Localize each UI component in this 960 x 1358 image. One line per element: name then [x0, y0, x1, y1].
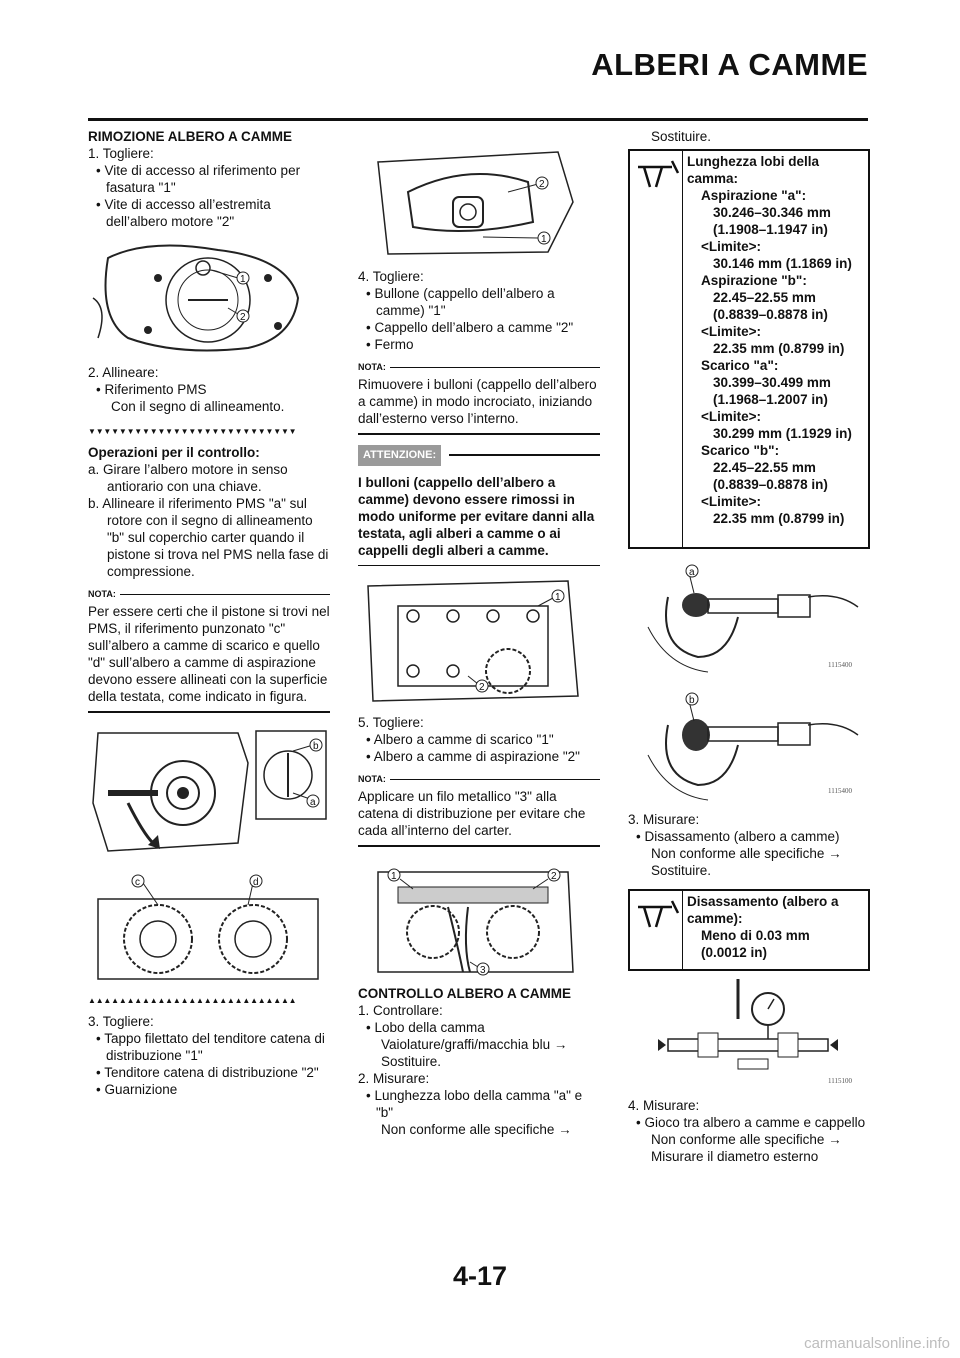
- callout-b: b: [689, 695, 695, 706]
- step-3-measure: 3. Misurare:: [628, 812, 700, 827]
- check-step-2-sub: Non conforme alle specifiche →: [381, 1121, 572, 1137]
- figure-tensioner: [358, 142, 600, 260]
- caliper-icon: [630, 151, 683, 547]
- figure-runout-gauge: [628, 979, 870, 1089]
- spec-line: <Limite>:: [701, 494, 762, 509]
- step-2-sub: Con il segno di allineamento.: [111, 399, 285, 414]
- nota-label: NOTA:: [88, 589, 116, 599]
- step-4-item-2: • Cappello dell’albero a camme "2": [366, 320, 574, 335]
- spec-line: 22.35 mm (0.8799 in): [713, 341, 845, 356]
- watermark: carmanualsonline.info: [804, 1335, 950, 1352]
- step-5-item-2: • Albero a camme di aspirazione "2": [366, 749, 580, 764]
- nota-header-1: [358, 359, 600, 376]
- title-rule: [88, 118, 868, 121]
- spec-line: Scarico "a":: [701, 358, 779, 373]
- nota-end-rule-2: [358, 845, 600, 847]
- callout-2: 2: [479, 682, 485, 693]
- nota-text: Per essere certi che il pistone si trovi nel PMS, il riferimento punzonato "c" sull’albero a camme di scarico e quello "d" sull’albero a camme di aspirazione devono essere allineati con la superficie della testata, come indicato in figura.: [88, 604, 330, 704]
- spec-line: 22.45–22.55 mm: [713, 460, 816, 475]
- figure-camshaft-removal: [358, 857, 600, 977]
- spec-line: (1.1908–1.1947 in): [713, 222, 828, 237]
- spec-line: Aspirazione "b":: [701, 273, 807, 288]
- check-step-1-sub-1: Vaiolature/graffi/macchia blu →: [381, 1036, 568, 1052]
- spec-line: 22.45–22.55 mm: [713, 290, 816, 305]
- section-heading-check: CONTROLLO ALBERO A CAMME: [358, 985, 571, 1001]
- step-2: 2. Allineare:: [88, 365, 159, 380]
- spec-line: 30.246–30.346 mm: [713, 205, 831, 220]
- step-1: 1. Togliere:: [88, 146, 154, 161]
- callout-1: 1: [555, 592, 561, 603]
- spec-text-runout: [683, 891, 868, 969]
- step-3-measure-item: • Disassamento (albero a camme): [636, 829, 840, 844]
- step-3-item-2: • Tenditore catena di distribuzione "2": [96, 1064, 319, 1080]
- ops-heading: Operazioni per il controllo:: [88, 445, 260, 460]
- nota-header-2: [358, 771, 600, 788]
- page-number: 4-17: [452, 1261, 508, 1291]
- figure-crankcase-cover: [88, 238, 330, 356]
- step-4-measure-sub-1: Non conforme alle specifiche →: [651, 1132, 842, 1147]
- column-2: [358, 128, 600, 1138]
- procedure-start-marker: ▼▼▼▼▼▼▼▼▼▼▼▼▼▼▼▼▼▼▼▼▼▼▼▼▼▼▼: [88, 427, 297, 436]
- check-step-1-sub-2: Sostituire.: [381, 1053, 442, 1069]
- spec-box-runout: [628, 889, 870, 971]
- step-3-measure-sub-2: Sostituire.: [651, 863, 712, 878]
- nota-end-rule: [88, 711, 330, 713]
- callout-c: c: [135, 876, 140, 888]
- spec-title: Lunghezza lobi della camma:: [687, 154, 820, 186]
- op-b: b. Allineare il riferimento PMS "a" sul rotore con il segno di allineamento "b" sul coperchio carter quando il pistone si trova nel PMS nella fase di compressione.: [88, 496, 329, 579]
- attention-header: [358, 445, 600, 466]
- callout-1: 1: [240, 274, 246, 285]
- attention-text: I bulloni (cappello dell’albero a camme) devono essere rimossi in modo uniforme per evitare danni alla testata, agli alberi a camme o ai cappelli degli alberi a camme.: [358, 474, 595, 558]
- op-a: a. Girare l’albero motore in senso antiorario con una chiave.: [88, 462, 288, 494]
- spec-line: 30.299 mm (1.1929 in): [713, 426, 852, 441]
- step-4-item-3: • Fermo: [366, 337, 414, 352]
- spec-line: <Limite>:: [701, 409, 762, 424]
- section-heading-removal: RIMOZIONE ALBERO A CAMME: [88, 129, 292, 144]
- callout-a: a: [310, 796, 316, 808]
- attention-end-rule: [358, 565, 600, 567]
- nota-label: NOTA:: [358, 362, 386, 372]
- figure-code: 1115100: [828, 1077, 852, 1085]
- spec-line: Aspirazione "a":: [701, 188, 807, 203]
- replace-text: Sostituire.: [651, 129, 712, 144]
- spec-line: (0.0012 in): [701, 945, 768, 960]
- callout-2: 2: [240, 312, 246, 323]
- step-5: 5. Togliere:: [358, 715, 424, 730]
- check-step-2: 2. Misurare:: [358, 1070, 430, 1086]
- spec-line: (0.8839–0.8878 in): [713, 477, 828, 492]
- caliper-icon: [630, 891, 683, 969]
- check-step-1: 1. Controllare:: [358, 1002, 443, 1018]
- callout-a: a: [689, 567, 695, 578]
- column-3: [628, 128, 870, 1165]
- callout-2: 2: [539, 179, 545, 190]
- spec-text-cam-lobe: [683, 151, 868, 547]
- step-2-item: • Riferimento PMS: [96, 382, 207, 397]
- callout-2: 2: [551, 870, 557, 882]
- callout-1: 1: [541, 234, 547, 245]
- spec-line: (0.8839–0.8878 in): [713, 307, 828, 322]
- figure-rotor-alignment: [88, 723, 330, 861]
- step-4: 4. Togliere:: [358, 269, 424, 284]
- attention-label: ATTENZIONE:: [358, 445, 441, 466]
- nota-end-rule-1: [358, 433, 600, 435]
- spec-title: Disassamento (albero a camme):: [687, 894, 839, 926]
- spec-line: 30.399–30.499 mm: [713, 375, 831, 390]
- spec-line: Meno di 0.03 mm: [701, 928, 810, 943]
- figure-micrometer-b: [628, 685, 870, 803]
- step-1-item-2: • Vite di accesso all’estremita dell’albero motore "2": [96, 197, 271, 229]
- step-3-measure-sub-1: Non conforme alle specifiche →: [651, 846, 842, 861]
- spec-line: <Limite>:: [701, 239, 762, 254]
- figure-code: 1115400: [828, 787, 852, 795]
- step-1-item-1: • Vite di accesso al riferimento per fasatura "1": [96, 163, 301, 195]
- callout-d: d: [253, 876, 259, 888]
- step-3-item-1: • Tappo filettato del tenditore catena di distribuzione "1": [96, 1030, 325, 1063]
- spec-line: 30.146 mm (1.1869 in): [713, 256, 852, 271]
- callout-1: 1: [391, 870, 397, 882]
- spec-line: <Limite>:: [701, 324, 762, 339]
- column-1: [88, 128, 330, 1098]
- procedure-end-marker: ▲▲▲▲▲▲▲▲▲▲▲▲▲▲▲▲▲▲▲▲▲▲▲▲▲▲▲: [88, 995, 297, 1005]
- step-4-measure-sub-2: Misurare il diametro esterno: [651, 1149, 819, 1164]
- spec-box-cam-lobe: [628, 149, 870, 549]
- step-5-item-1: • Albero a camme di scarico "1": [366, 732, 554, 747]
- nota-text-1: Rimuovere i bulloni (cappello dell’albero a camme) in modo incrociato, iniziando dall’esterno verso l’interno.: [358, 377, 597, 426]
- step-3-item-3: • Guarnizione: [96, 1081, 178, 1097]
- step-4-measure: 4. Misurare:: [628, 1098, 700, 1113]
- check-step-2-item: • Lunghezza lobo della camma "a" e "b": [366, 1087, 583, 1120]
- spec-line: 22.35 mm (0.8799 in): [713, 511, 845, 526]
- check-step-1-item: • Lobo della camma: [366, 1019, 485, 1035]
- callout-b: b: [313, 740, 319, 752]
- figure-cam-caps: [358, 576, 600, 706]
- nota-text-2: Applicare un filo metallico "3" alla catena di distribuzione per evitare che cada all’interno del carter.: [358, 789, 586, 838]
- figure-micrometer-a: [628, 557, 870, 677]
- step-4-item-1: • Bullone (cappello dell’albero a camme) "1": [366, 286, 555, 318]
- figure-camshaft-marks: [88, 869, 330, 984]
- spec-line: (1.1968–1.2007 in): [713, 392, 828, 407]
- spec-line: Scarico "b":: [701, 443, 780, 458]
- figure-code: 1115400: [828, 661, 852, 669]
- page-title: ALBERI A CAMME: [591, 47, 868, 82]
- nota-label-2: NOTA:: [358, 774, 386, 784]
- callout-3: 3: [480, 964, 486, 976]
- nota-header: [88, 586, 330, 603]
- step-3: 3. Togliere:: [88, 1013, 154, 1029]
- step-4-measure-item: • Gioco tra albero a camme e cappello: [636, 1115, 866, 1130]
